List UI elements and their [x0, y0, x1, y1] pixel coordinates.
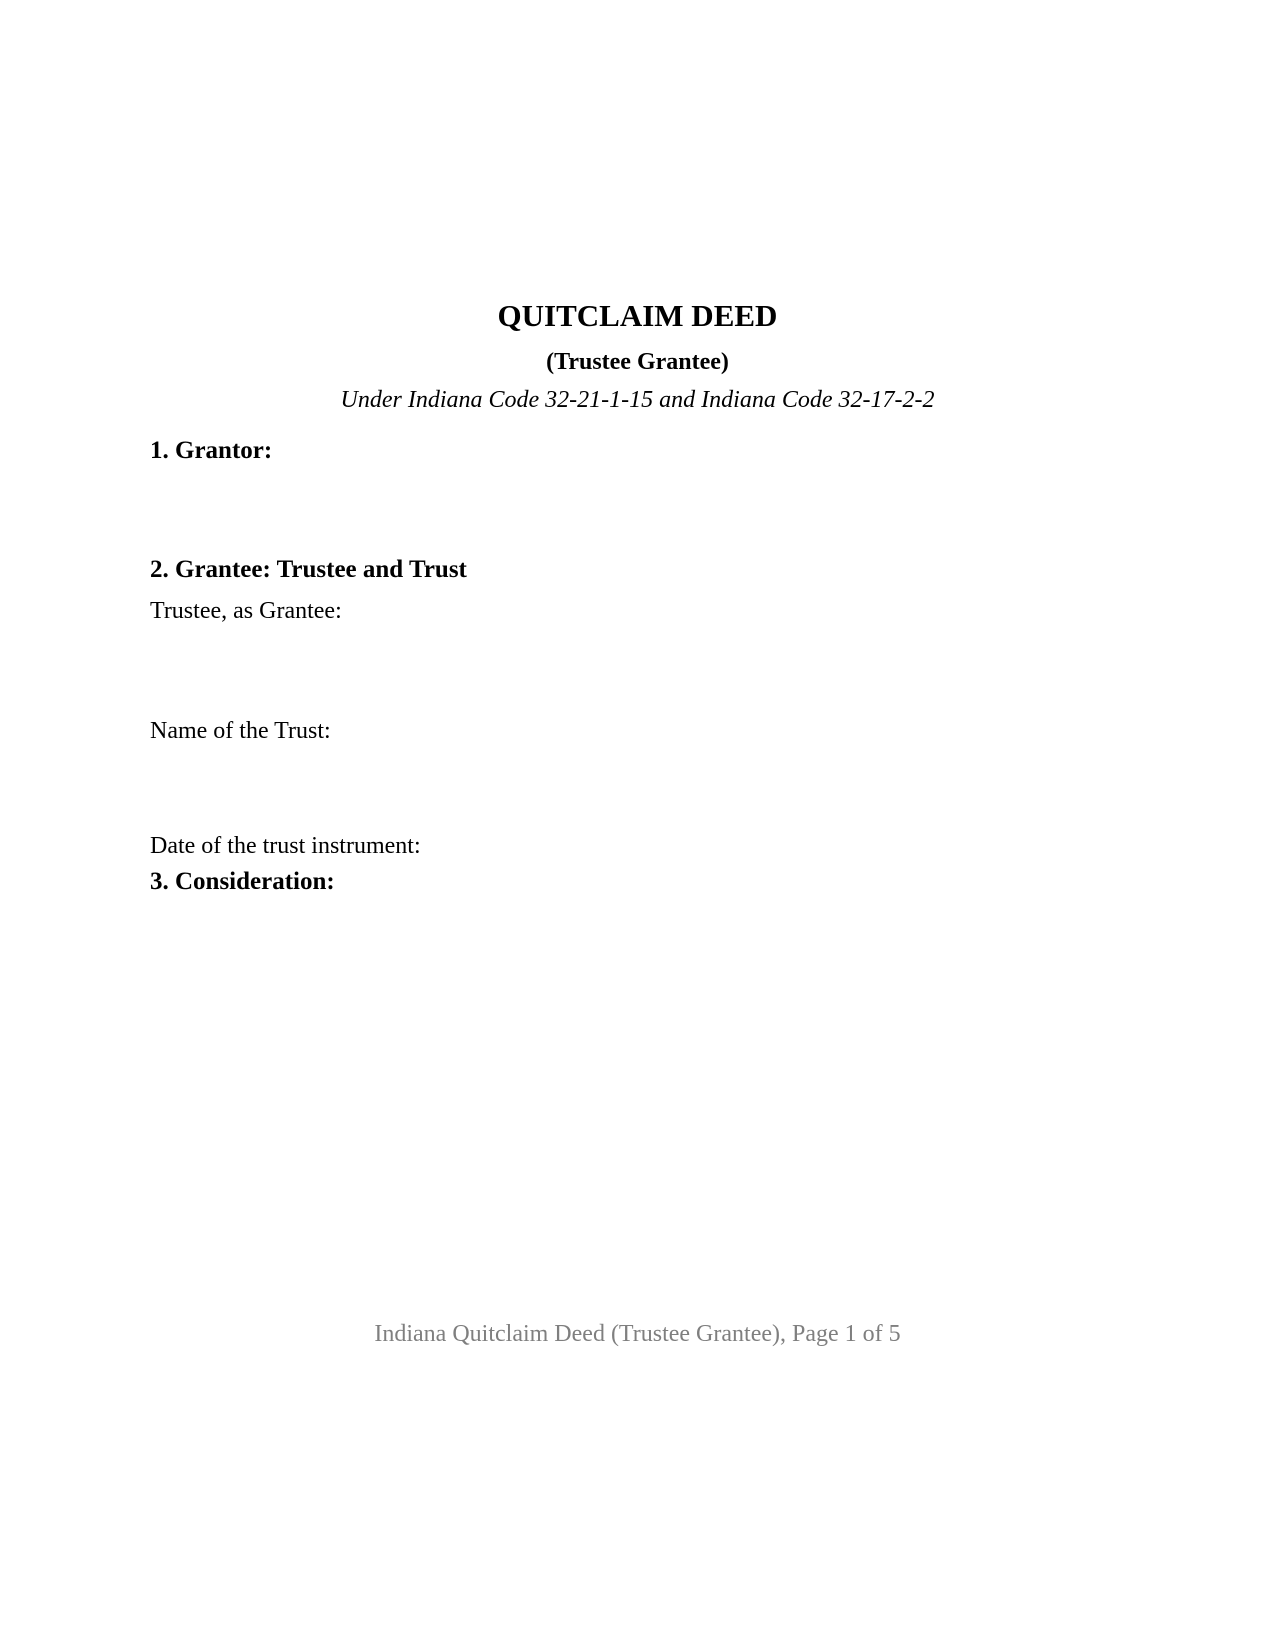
document-subtitle: (Trustee Grantee)	[546, 349, 729, 375]
trustee-label: Trustee, as Grantee:	[150, 598, 342, 624]
document-title: QUITCLAIM DEED	[497, 298, 778, 333]
trust-name-label: Name of the Trust:	[150, 718, 331, 744]
trust-date-label: Date of the trust instrument:	[150, 833, 421, 859]
grantor-heading: 1. Grantor:	[150, 437, 273, 464]
statute-reference: Under Indiana Code 32-21-1-15 and Indiana Code 32-17-2-2	[340, 387, 935, 413]
grantee-heading: 2. Grantee: Trustee and Trust	[150, 556, 467, 583]
consideration-heading: 3. Consideration:	[150, 868, 335, 895]
page-footer: Indiana Quitclaim Deed (Trustee Grantee), Page 1 of 5	[374, 1321, 901, 1347]
